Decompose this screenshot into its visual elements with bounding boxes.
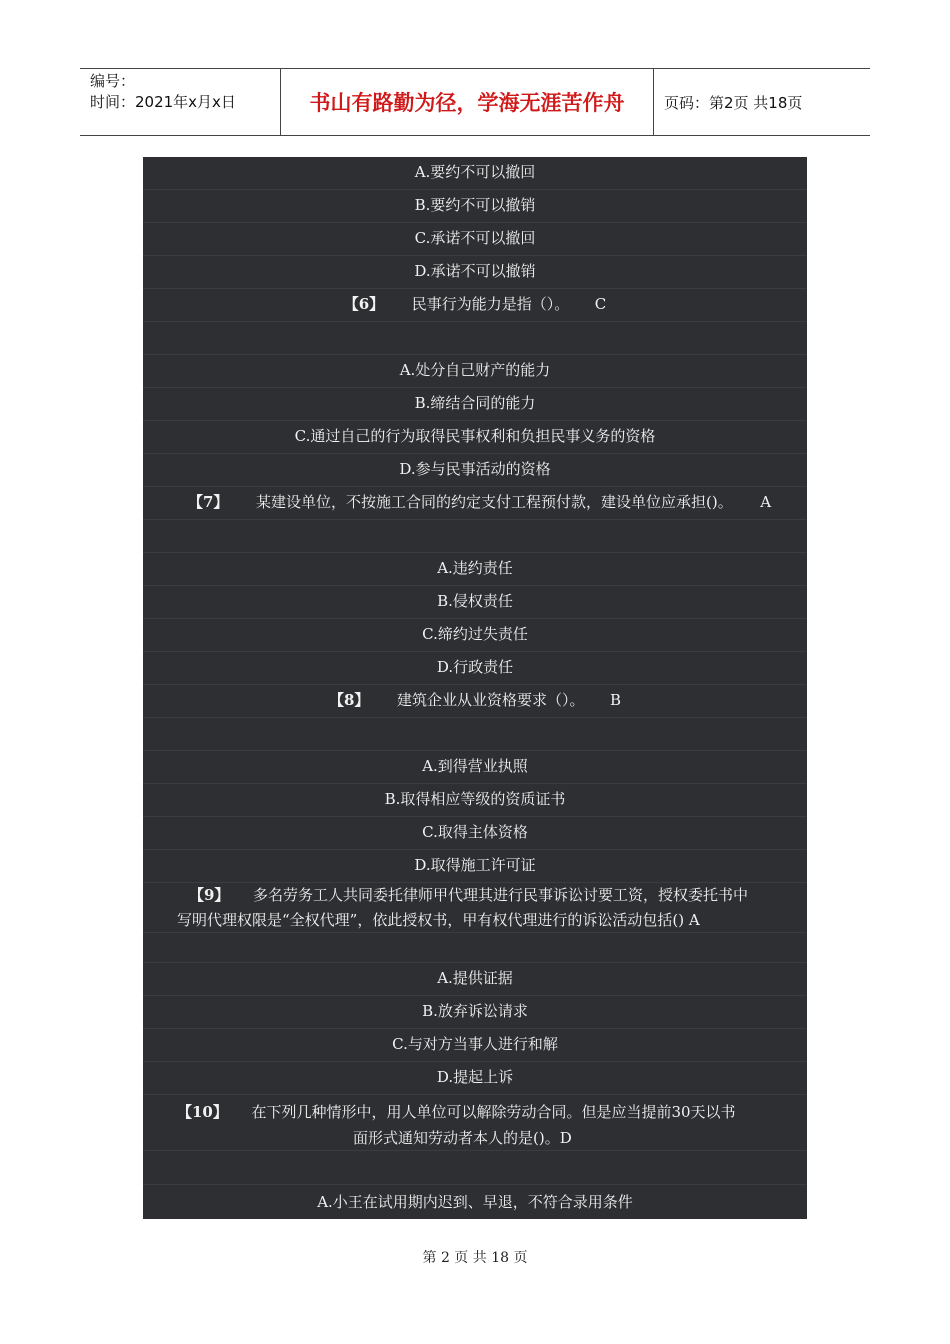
option-row bbox=[143, 586, 807, 619]
question-row bbox=[143, 487, 807, 520]
question-text: 民事行为能力是指（）。 bbox=[411, 295, 570, 313]
header-page-info: 页码：第2页 共18页 bbox=[664, 93, 803, 112]
question-number: 【10】 bbox=[177, 1103, 228, 1121]
option-text: C.取得主体资格 bbox=[422, 823, 528, 841]
option-row bbox=[143, 996, 807, 1029]
option-text: A.处分自己财产的能力 bbox=[399, 361, 551, 379]
option-text: A.违约责任 bbox=[437, 559, 513, 577]
header-motto: 书山有路勤为径，学海无涯苦作舟 bbox=[281, 69, 654, 135]
option-row bbox=[143, 190, 807, 223]
option-text: D.取得施工许可证 bbox=[414, 856, 536, 874]
option-row bbox=[143, 421, 807, 454]
blank-row bbox=[143, 322, 807, 355]
option-text: B.放弃诉讼请求 bbox=[422, 1002, 528, 1020]
option-text: C.缔约过失责任 bbox=[422, 625, 528, 643]
option-text: A.小王在试用期内迟到、早退，不符合录用条件 bbox=[317, 1193, 633, 1211]
question-number: 【9】 bbox=[189, 886, 230, 904]
option-text: B.缔结合同的能力 bbox=[414, 394, 536, 412]
option-row bbox=[143, 619, 807, 652]
number-label: 编号： bbox=[90, 72, 136, 90]
header-meta bbox=[80, 69, 281, 135]
option-row bbox=[143, 652, 807, 685]
option-row bbox=[143, 388, 807, 421]
question-text: 多名劳务工人共同委托律师甲代理其进行民事诉讼讨要工资，授权委托书中 bbox=[253, 886, 749, 904]
option-text: B.侵权责任 bbox=[437, 592, 513, 610]
option-text: D.参与民事活动的资格 bbox=[399, 460, 551, 478]
blank-row bbox=[143, 520, 807, 553]
option-row bbox=[143, 454, 807, 487]
question-number: 【8】 bbox=[328, 691, 370, 709]
option-text: B.要约不可以撤销 bbox=[414, 196, 536, 214]
option-row bbox=[143, 256, 807, 289]
option-row bbox=[143, 553, 807, 586]
page-header bbox=[80, 68, 870, 136]
question-text: 建筑企业从业资格要求（）。 bbox=[396, 691, 585, 709]
page-footer: 第 2 页 共 18 页 bbox=[422, 1250, 528, 1266]
question-text-continued: 写明代理权限是“全权代理”，依此授权书，甲有权代理进行的诉讼活动包括() A bbox=[177, 911, 700, 929]
question-row bbox=[143, 883, 807, 933]
blank-row bbox=[143, 933, 807, 963]
option-text: D.承诺不可以撤销 bbox=[414, 262, 536, 280]
question-number: 【7】 bbox=[188, 493, 229, 511]
time-label: 时间：2021年x月x日 bbox=[90, 93, 236, 111]
option-text: B.取得相应等级的资质证书 bbox=[384, 790, 566, 808]
option-text: D.行政责任 bbox=[436, 658, 514, 676]
question-row bbox=[143, 289, 807, 322]
blank-row bbox=[143, 718, 807, 751]
question-text-continued: 面形式通知劳动者本人的是()。D bbox=[353, 1129, 572, 1147]
question-row bbox=[143, 685, 807, 718]
option-text: C.承诺不可以撤回 bbox=[414, 229, 536, 247]
option-row bbox=[143, 817, 807, 850]
question-answer: C bbox=[594, 295, 607, 313]
option-row bbox=[143, 850, 807, 883]
option-text: A.要约不可以撤回 bbox=[414, 163, 536, 181]
option-row bbox=[143, 784, 807, 817]
question-row bbox=[143, 1095, 807, 1151]
question-answer: A bbox=[760, 493, 772, 511]
option-row bbox=[143, 1185, 807, 1219]
option-text: D.提起上诉 bbox=[436, 1068, 514, 1086]
question-text: 某建设单位，不按施工合同的约定支付工程预付款，建设单位应承担()。 bbox=[256, 493, 733, 511]
option-row bbox=[143, 223, 807, 256]
option-text: A.到得营业执照 bbox=[422, 757, 528, 775]
question-text: 在下列几种情形中，用人单位可以解除劳动合同。但是应当提前30天以书 bbox=[251, 1103, 736, 1121]
question-number: 【6】 bbox=[343, 295, 385, 313]
option-text: A.提供证据 bbox=[437, 969, 513, 987]
question-panel bbox=[143, 157, 807, 1219]
question-answer: B bbox=[610, 691, 622, 709]
blank-row bbox=[143, 1151, 807, 1185]
option-row bbox=[143, 1062, 807, 1095]
option-row bbox=[143, 963, 807, 996]
option-row bbox=[143, 1029, 807, 1062]
option-text: C.与对方当事人进行和解 bbox=[392, 1035, 558, 1053]
option-text: C.通过自己的行为取得民事权利和负担民事义务的资格 bbox=[294, 427, 656, 445]
option-row bbox=[143, 751, 807, 784]
option-row bbox=[143, 157, 807, 190]
option-row bbox=[143, 355, 807, 388]
